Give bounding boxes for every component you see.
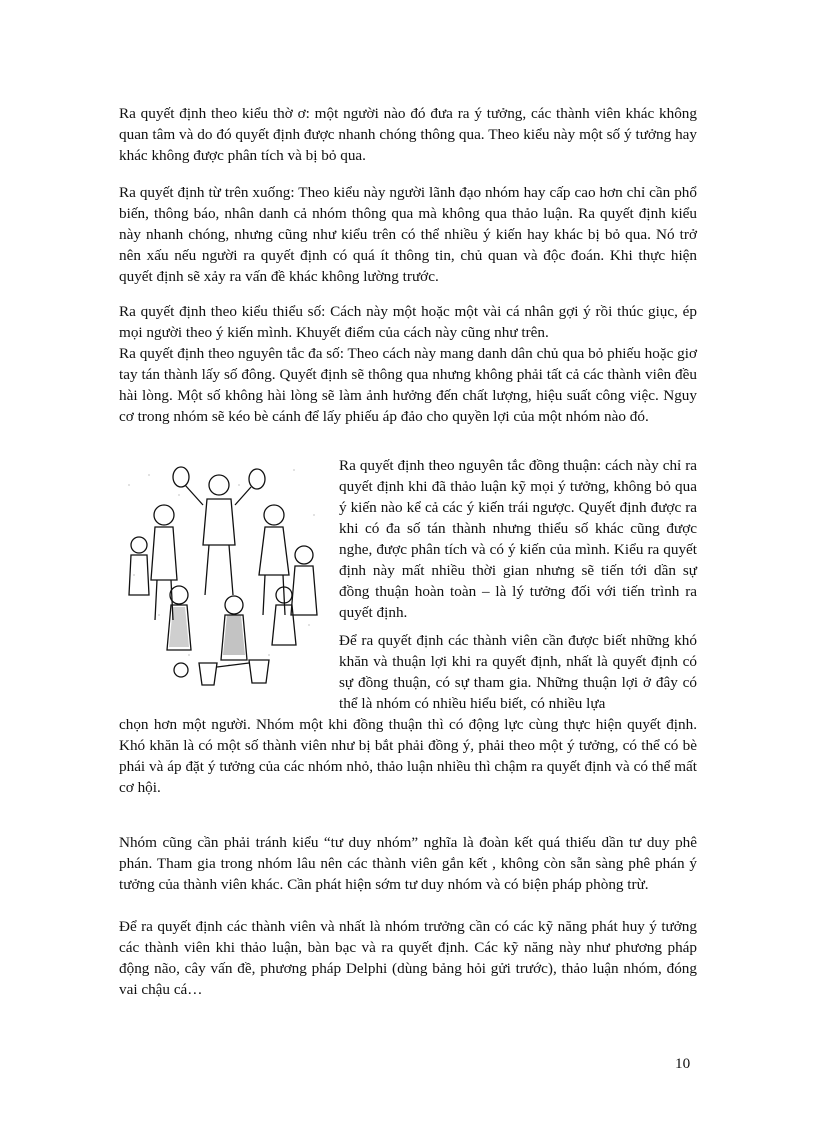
paragraph-minority-decision: Ra quyết định theo kiểu thiểu số: Cách này một hoặc một vài cá nhân gợi ý rồi thúc giục, ép mọi người theo ý kiến mình. Khuyết điểm của cách này cũng như trên. bbox=[119, 303, 697, 341]
paragraph-indifferent-decision: Ra quyết định theo kiểu thờ ơ: một người nào đó đưa ra ý tưởng, các thành viên khác không quan tâm và do đó quyết định được nhanh chóng thông qua. Theo kiểu này một số ý tưởng hay khác không được phân tích và bị bỏ qua. bbox=[119, 105, 697, 164]
paragraph-pros-cons-continued: chọn hơn một người. Nhóm một khi đồng thuận thì có động lực cùng thực hiện quyết định. Khó khăn là có một số thành viên như bị bắt phải đồng ý, phải theo một ý tưởng, có thể có bè phái và áp đặt ý tưởng của các nhóm nhỏ, thảo luận nhiều thì chậm ra quyết định và có thể mất cơ hội. bbox=[119, 716, 697, 796]
paragraph-consensus-decision: Ra quyết định theo nguyên tắc đồng thuận: cách này chỉ ra quyết định khi đã thảo luận kỹ mọi ý tưởng, không bỏ qua ý kiến nào kể cả các ý kiến trái ngược. Quyết định được ra khi có đa số tán thành nhưng thiểu số khác cũng được nghe, được phân tích và có ý kiến của mình. Kiểu ra quyết định này mất nhiều thời gian nhưng sẽ tiến tới dần sự đồng thuận hoàn toàn – là lý tưởng đối với tiến trình ra quyết định. bbox=[339, 457, 697, 621]
illustration-drawing bbox=[119, 455, 324, 695]
paragraph-majority-decision: Ra quyết định theo nguyên tắc đa số: Theo cách này mang danh dân chủ qua bỏ phiếu hoặc giơ tay tán thành lấy số đông. Quyết định sẽ thông qua nhưng không phải tất cả các thành viên đều hài lòng. Một số không hài lòng sẽ làm ảnh hưởng đến chất lượng, hiệu suất công việc. Nguy cơ trong nhóm sẽ kéo bè cánh để lấy phiếu áp đảo cho quyền lợi của một nhóm nào đó. bbox=[119, 345, 697, 425]
paragraph-skills: Để ra quyết định các thành viên và nhất là nhóm trưởng cần có các kỹ năng phát huy ý tưởng các thành viên khi thảo luận, bàn bạc và ra quyết định. Các kỹ năng này như phương pháp động não, cây vấn đề, phương pháp Delphi (dùng bảng hỏi gửi trước), thảo luận nhóm, đóng vai chậu cá… bbox=[119, 918, 697, 998]
paragraph-top-down-decision: Ra quyết định từ trên xuống: Theo kiểu này người lãnh đạo nhóm hay cấp cao hơn chỉ cần phổ biến, thông báo, nhân danh cả nhóm thông qua mà không qua thảo luận. Ra quyết định kiểu này nhanh chóng, nhưng cũng như kiểu trên có thể nhiều ý kiến hay khác bị bỏ qua. Nó trở nên xấu nếu người ra quyết định có quá ít thông tin, chủ quan và độc đoán. Khi thực hiện quyết định sẽ xảy ra vấn đề khác không lường trước. bbox=[119, 184, 697, 285]
paragraph-pros-cons-intro: Để ra quyết định các thành viên cần được biết những khó khăn và thuận lợi khi ra quyết định, nhất là quyết định có sự đồng thuận, có sự tham gia. Những thuận lợi ở đây có thể là nhóm có nhiều hiểu biết, có nhiều lựa bbox=[339, 632, 697, 712]
paragraph-groupthink: Nhóm cũng cần phải tránh kiểu “tư duy nhóm” nghĩa là đoàn kết quá thiếu dần tư duy phê phán. Tham gia trong nhóm lâu nên các thành viên gắn kết , không còn sẵn sàng phê phán ý tưởng của thành viên khác. Cần phát hiện sớm tư duy nhóm và có biện pháp phòng trừ. bbox=[119, 834, 697, 893]
page-number: 10 bbox=[675, 1055, 691, 1072]
group-discussion-illustration bbox=[119, 455, 324, 695]
